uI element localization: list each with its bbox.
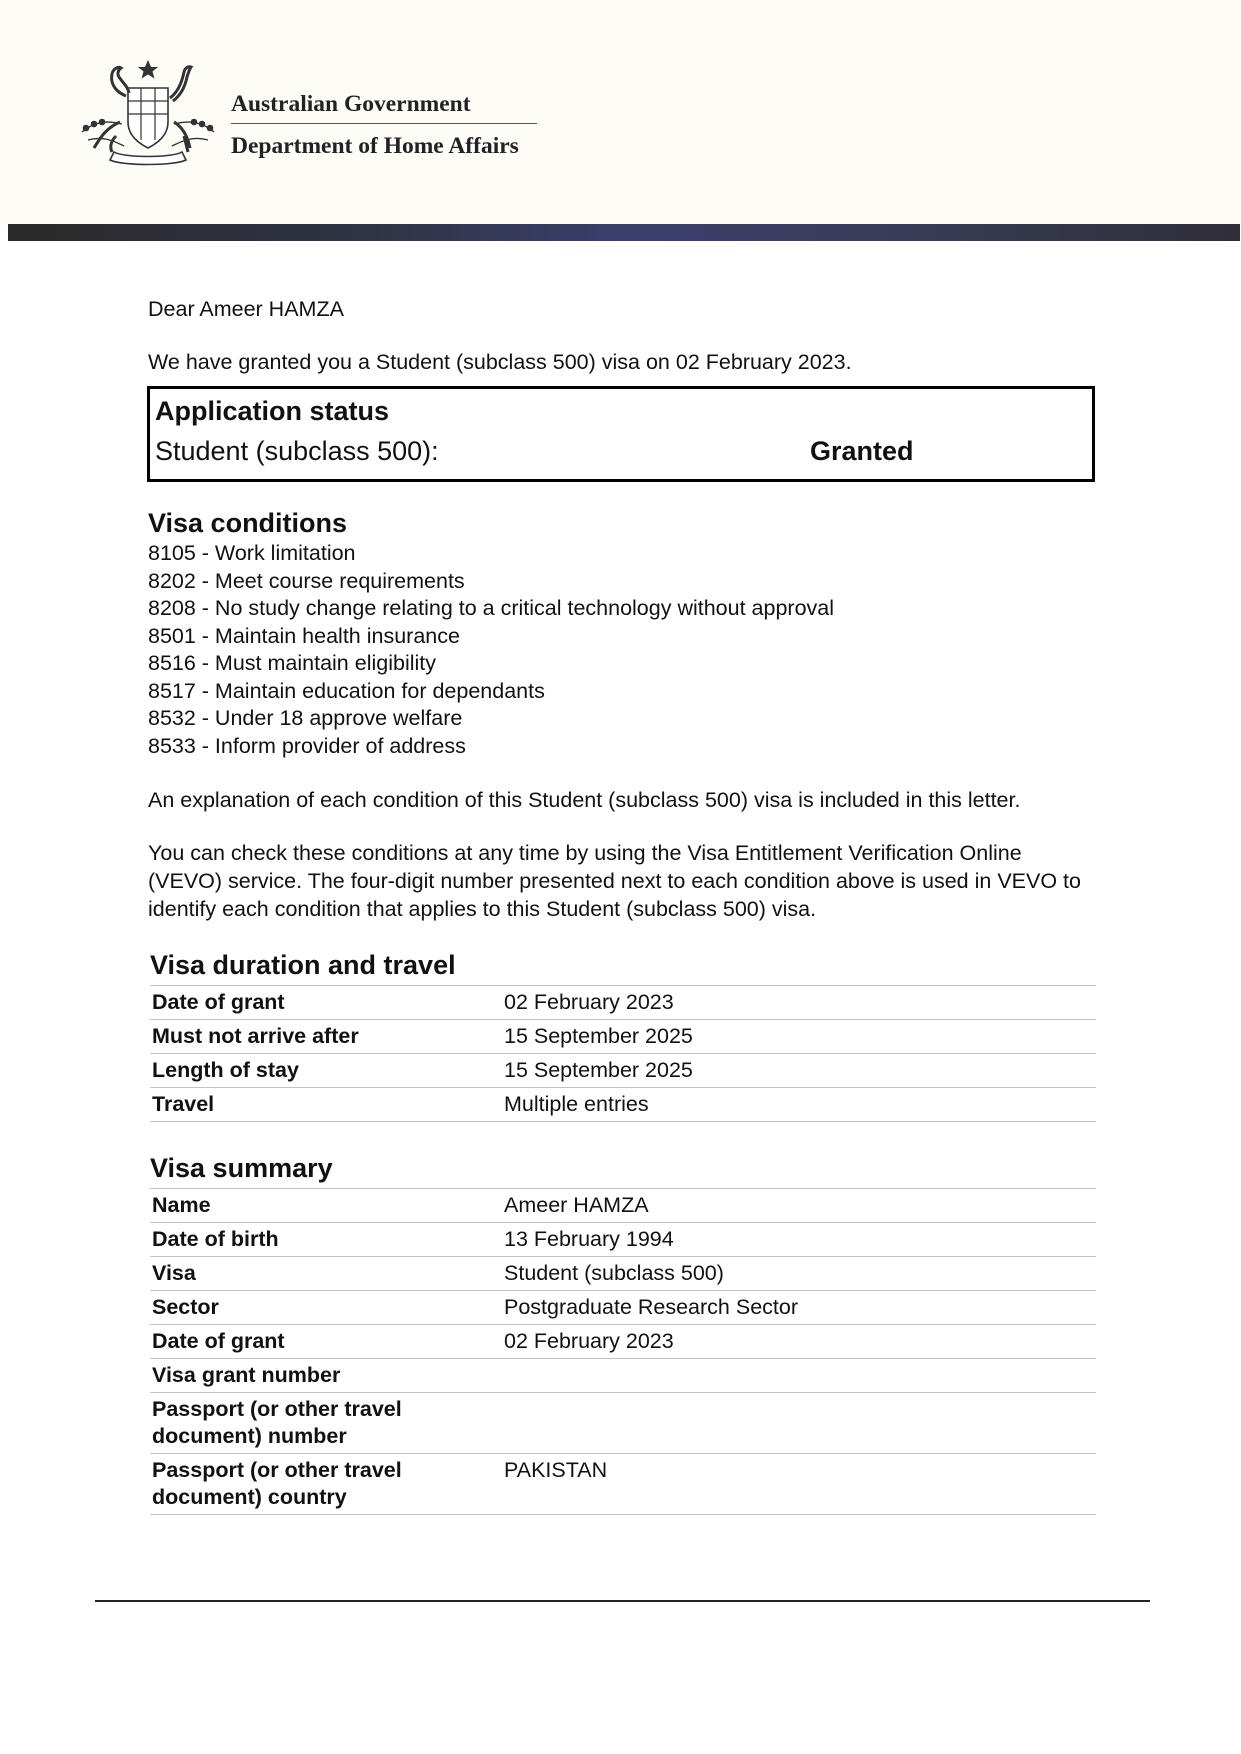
- row-value: Postgraduate Research Sector: [502, 1291, 1096, 1325]
- row-label: Date of birth: [150, 1223, 502, 1257]
- visa-conditions-list: [148, 540, 1098, 760]
- row-label: Visa: [150, 1257, 502, 1291]
- status-value: Granted: [810, 436, 914, 466]
- agency-name: Australian Government: [231, 91, 471, 117]
- vevo-note: You can check these conditions at any time by using the Visa Entitlement Verification Online (VEVO) service. The four-digit number presented next to each condition above is used in VEVO to identify each condition that applies to this Student (subclass 500) visa.: [148, 841, 1081, 921]
- status-label: Student (subclass 500):: [155, 436, 439, 466]
- application-status-box: [147, 386, 1095, 482]
- row-value: PAKISTAN: [502, 1454, 1096, 1515]
- table-row: [150, 986, 1096, 1020]
- table-row: [150, 1088, 1096, 1122]
- letter-body: [148, 295, 1098, 1515]
- table-row: [150, 1325, 1096, 1359]
- department-name: Department of Home Affairs: [231, 133, 519, 159]
- row-label: Visa grant number: [150, 1359, 502, 1393]
- row-value: 15 September 2025: [502, 1020, 1096, 1054]
- row-value: 13 February 1994: [502, 1223, 1096, 1257]
- condition-item: 8208 - No study change relating to a critical technology without approval: [148, 596, 835, 620]
- row-value: Ameer HAMZA: [502, 1189, 1096, 1223]
- table-row: [150, 1257, 1096, 1291]
- row-value: Student (subclass 500): [502, 1257, 1096, 1291]
- table-row: [150, 1393, 1096, 1454]
- row-label: Date of grant: [150, 986, 502, 1020]
- visa-summary-title: Visa summary: [150, 1153, 333, 1183]
- condition-item: 8517 - Maintain education for dependants: [148, 678, 545, 703]
- row-value: [502, 1359, 1096, 1393]
- condition-item: 8532 - Under 18 approve welfare: [148, 706, 463, 730]
- table-row: [150, 1359, 1096, 1393]
- row-label: Length of stay: [150, 1054, 502, 1088]
- condition-item: 8202 - Meet course requirements: [148, 568, 465, 593]
- table-row: [150, 1454, 1096, 1515]
- conditions-explanation: An explanation of each condition of this Student (subclass 500) visa is included in this letter.: [148, 788, 1021, 812]
- visa-summary-table: [150, 1188, 1096, 1515]
- application-status-title: Application status: [155, 396, 390, 426]
- row-value: [502, 1393, 1096, 1454]
- row-label: Date of grant: [150, 1325, 502, 1359]
- table-row: [150, 1291, 1096, 1325]
- application-status-row: [155, 431, 1092, 471]
- row-value: 02 February 2023: [502, 986, 1096, 1020]
- agency-divider: [231, 123, 537, 124]
- visa-duration-title: Visa duration and travel: [150, 950, 456, 980]
- row-label: Passport (or other travel document) number: [150, 1393, 502, 1454]
- table-row: [150, 1189, 1096, 1223]
- condition-item: 8533 - Inform provider of address: [148, 733, 466, 758]
- agency-block: [231, 88, 537, 162]
- condition-item: 8105 - Work limitation: [148, 541, 356, 565]
- table-row: [150, 1223, 1096, 1257]
- header-band: [8, 224, 1240, 241]
- row-label: Sector: [150, 1291, 502, 1325]
- visa-duration-table: [150, 985, 1096, 1122]
- footer-divider: [95, 1600, 1150, 1602]
- letterhead: [0, 0, 1241, 225]
- row-label: Travel: [150, 1088, 502, 1122]
- table-row: [150, 1020, 1096, 1054]
- row-value: 15 September 2025: [502, 1054, 1096, 1088]
- australian-coat-of-arms-icon: [76, 58, 220, 170]
- row-value: 02 February 2023: [502, 1325, 1096, 1359]
- row-label: Passport (or other travel document) country: [150, 1454, 502, 1515]
- condition-item: 8501 - Maintain health insurance: [148, 623, 460, 648]
- grant-statement: We have granted you a Student (subclass 500) visa on 02 February 2023.: [148, 350, 852, 374]
- greeting: Dear Ameer HAMZA: [148, 297, 344, 321]
- visa-conditions-title: Visa conditions: [148, 508, 348, 538]
- table-row: [150, 1054, 1096, 1088]
- row-label: Name: [150, 1189, 502, 1223]
- row-label: Must not arrive after: [150, 1020, 502, 1054]
- row-value: Multiple entries: [502, 1088, 1096, 1122]
- condition-item: 8516 - Must maintain eligibility: [148, 651, 436, 675]
